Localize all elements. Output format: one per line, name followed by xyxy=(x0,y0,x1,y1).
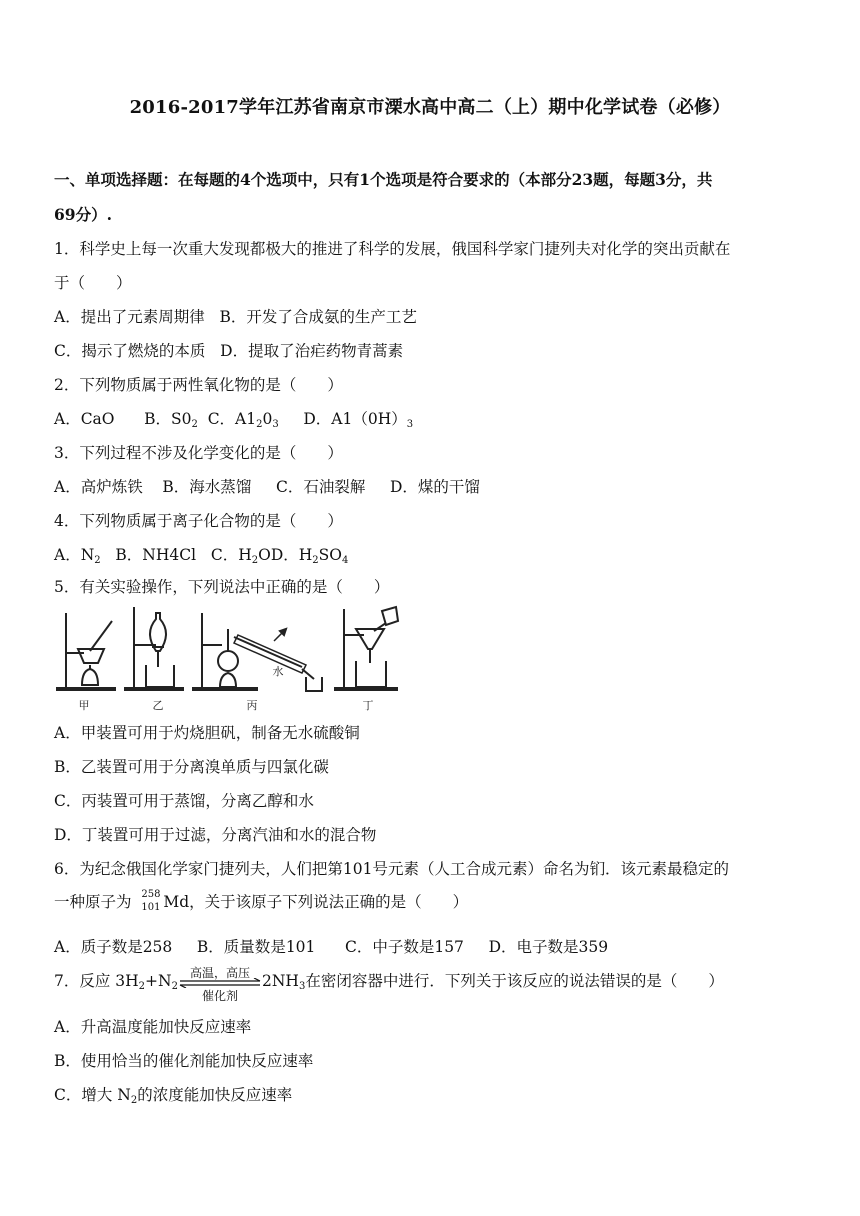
q4-stem: 4．下列物质属于离子化合物的是（ ） xyxy=(54,512,343,530)
q1-options-row2 xyxy=(54,339,403,361)
q6-option-c: C．中子数是157 xyxy=(344,938,464,956)
fig-label-water: 水 xyxy=(272,665,284,678)
isotope-symbol: Md xyxy=(163,893,190,911)
q6-option-b: B．质量数是101 xyxy=(196,938,316,956)
q5-option-b: B．乙装置可用于分离溴单质与四氯化碳 xyxy=(54,758,329,776)
reaction-condition-below: 催化剂 xyxy=(201,989,238,1003)
q1-stem-line2: 于（ ） xyxy=(54,274,132,292)
q3-option-d: D．煤的干馏 xyxy=(389,478,480,496)
q7-option-b: B．使用恰当的催化剂能加快反应速率 xyxy=(54,1052,314,1070)
q1-option-a: A．提出了元素周期律 xyxy=(54,308,205,326)
q2-option-c: C．$A1_20_3$ xyxy=(207,410,279,430)
reversible-arrow xyxy=(178,962,262,1002)
page-title: 2016-2017学年江苏省南京市溧水高中高二（上）期中化学试卷（必修） xyxy=(129,97,731,118)
q3-option-c: C．石油裂解 xyxy=(275,478,366,496)
q6-options xyxy=(54,935,608,957)
q4-option-a: A．$N_2$ xyxy=(54,546,101,566)
apparatus-bing xyxy=(192,613,322,691)
fig-label-bing: 丙 xyxy=(246,699,258,711)
q4-option-b: B．NH4Cl xyxy=(115,546,197,564)
apparatus-ding xyxy=(334,607,398,689)
q6-stem-line1: 6．为纪念俄国化学家门捷列夫，人们把第101号元素（人工合成元素）命名为钔．该元素最稳定的 xyxy=(54,860,729,878)
q4-options xyxy=(54,543,348,565)
q5-option-a: A．甲装置可用于灼烧胆矾，制备无水硫酸铜 xyxy=(54,724,360,742)
q5-option-c: C．丙装置可用于蒸馏，分离乙醇和水 xyxy=(54,792,314,810)
section-header-line2: 69分）. xyxy=(54,205,112,224)
q3-options xyxy=(54,475,480,497)
q6-option-a: A．质子数是258 xyxy=(54,938,173,956)
q3-option-b: B．海水蒸馏 xyxy=(162,478,252,496)
q7-option-c: C．增大 $N_2$的浓度能加快反应速率 xyxy=(54,1086,293,1106)
apparatus-yi xyxy=(124,607,184,689)
q2-stem: 2．下列物质属于两性氧化物的是（ ） xyxy=(54,376,343,394)
q2-options xyxy=(54,407,413,429)
q1-options-row1 xyxy=(54,305,417,327)
q4-option-c-d: C．$H_2OD$．$H_2SO_4$ xyxy=(210,546,349,566)
q7-option-a: A．升高温度能加快反应速率 xyxy=(54,1018,252,1036)
lab-apparatus-figure xyxy=(52,605,422,711)
q6-stem-line2: 一种原子为 258 101 Md，关于该原子下列说法正确的是（ ） xyxy=(54,888,468,918)
isotope-notation: 258 101 xyxy=(141,889,161,913)
q1-option-b: B．开发了合成氨的生产工艺 xyxy=(219,308,417,326)
q1-option-d: D．提取了治疟药物青蒿素 xyxy=(220,342,404,360)
fig-label-yi: 乙 xyxy=(152,699,164,711)
fig-label-ding: 丁 xyxy=(362,699,374,711)
q1-stem-line1: 1．科学史上每一次重大发现都极大的推进了科学的发展，俄国科学家门捷列夫对化学的突出贡献在 xyxy=(54,240,731,258)
q5-stem: 5．有关实验操作，下列说法中正确的是（ ） xyxy=(54,578,390,596)
q5-option-d: D．丁装置可用于过滤，分离汽油和水的混合物 xyxy=(54,826,377,844)
q2-option-d: D．$A1(0H)_3$ xyxy=(303,410,414,430)
apparatus-jia xyxy=(56,613,116,689)
fig-label-jia: 甲 xyxy=(78,699,90,711)
q7-stem: 7．反应 $3H_2+N_2$ 高温，高压 催化剂 $2NH_3$在密闭容器中进行．下列关于该反应的说法错误的是（ ） xyxy=(54,962,724,1002)
q2-option-b: B．$S0_2$ xyxy=(144,410,198,430)
q3-option-a: A．高炉炼铁 xyxy=(54,478,143,496)
q6-option-d: D．电子数是359 xyxy=(488,938,609,956)
q3-stem: 3．下列过程不涉及化学变化的是（ ） xyxy=(54,444,343,462)
q1-option-c: C．揭示了燃烧的本质 xyxy=(54,342,206,360)
section-header-line1: 一、单项选择题：在每题的4个选项中，只有1个选项是符合要求的（本部分23题，每题3分，共 xyxy=(54,170,713,189)
q2-option-a: A．CaO xyxy=(54,410,115,428)
reaction-condition-above: 高温，高压 xyxy=(189,966,250,980)
